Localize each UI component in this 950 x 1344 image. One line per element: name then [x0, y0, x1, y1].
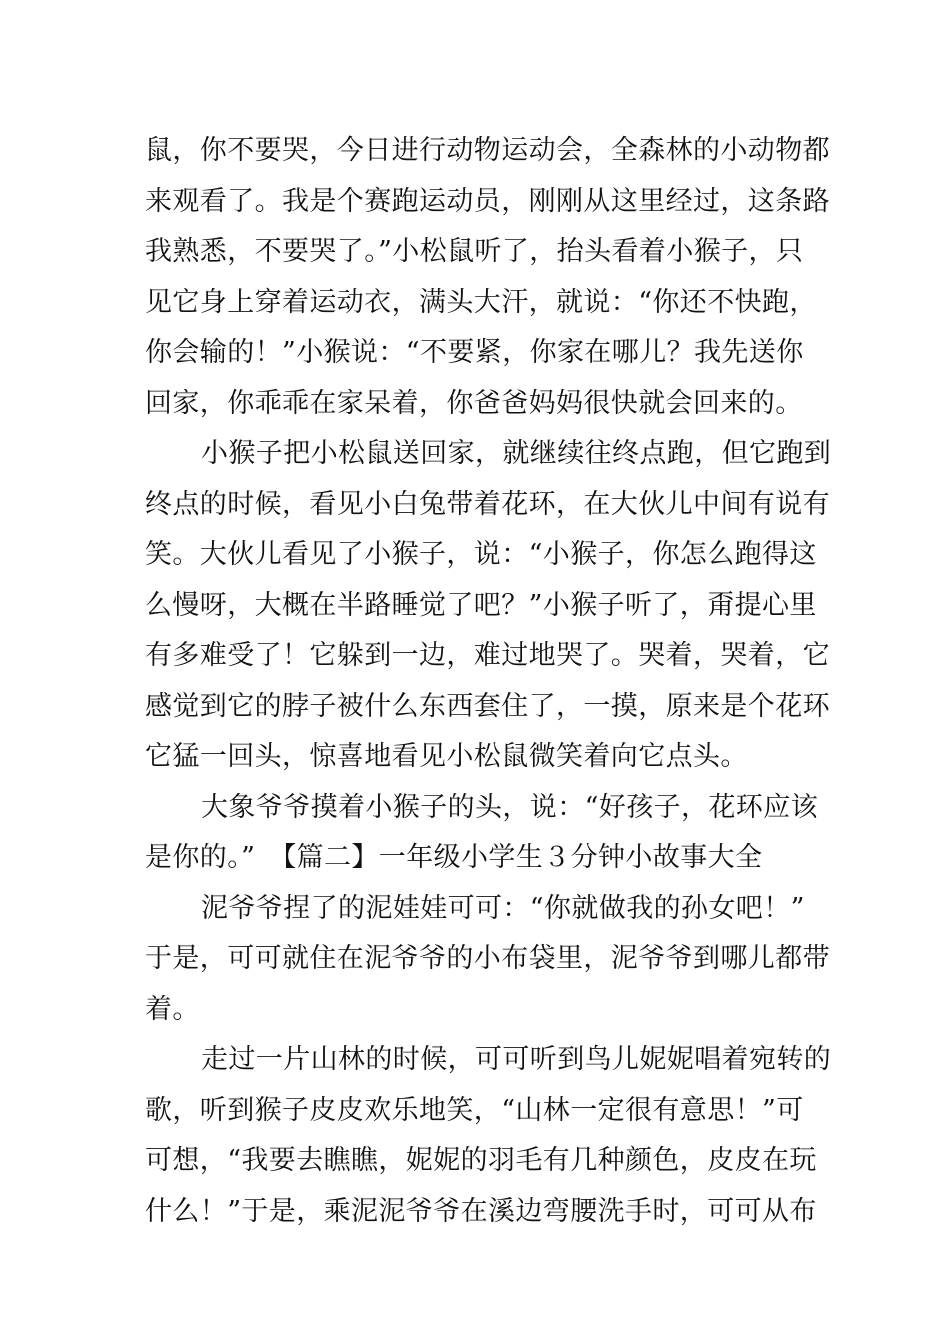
text-line: 可想，“我要去瞧瞧，妮妮的羽毛有几种颜色，皮皮在玩 [145, 1145, 817, 1176]
text-line: 回家，你乖乖在家呆着，你爸爸妈妈很快就会回来的。 [145, 387, 803, 419]
text-line: 什么！”于是，乘泥泥爷爷在溪边弯腰洗手时，可可从布 [145, 1195, 817, 1227]
text-line: 有多难受了！它躲到一边，难过地哭了。哭着，哭着，它 [145, 640, 830, 671]
text-line: 感觉到它的脖子被什么东西套住了，一摸，原来是个花环 [145, 690, 830, 722]
text-line: 见它身上穿着运动衣，满头大汗，就说：“你还不快跑， [145, 286, 817, 318]
text-line: 它猛一回头，惊喜地看见小松鼠微笑着向它点头。 [145, 741, 748, 772]
text-line: 终点的时候，看见小白兔带着花环，在大伙儿中间有说有 [145, 488, 830, 520]
paragraph-start-line: 大象爷爷摸着小猴子的头，说：“好孩子，花环应该 [201, 791, 819, 823]
paragraph-start-line: 泥爷爷捏了的泥娃娃可可：“你就做我的孙女吧！” [201, 892, 805, 924]
text-line: 于是，可可就住在泥爷爷的小布袋里，泥爷爷到哪儿都带 [145, 943, 830, 974]
paragraph-start-line: 走过一片山林的时候，可可听到鸟儿妮妮唱着宛转的 [201, 1044, 832, 1075]
text-line-with-section-heading: 是你的。” 【篇二】一年级小学生３分钟小故事大全 [145, 842, 763, 873]
text-line: 么慢呀，大概在半路睡觉了吧？”小猴子听了，甭提心里 [145, 589, 817, 621]
text-line: 着。 [145, 993, 200, 1025]
text-line: 歌，听到猴子皮皮欢乐地笑，“山林一定很有意思！”可 [145, 1094, 804, 1126]
text-line: 笑。大伙儿看见了小猴子，说：“小猴子，你怎么跑得这 [145, 539, 817, 570]
text-line: 鼠，你不要哭，今日进行动物运动会，全森林的小动物都 [145, 135, 830, 166]
document-page [145, 126, 832, 1237]
text-line: 来观看了。我是个赛跑运动员，刚刚从这里经过，这条路 [145, 185, 830, 217]
paragraph-start-line: 小猴子把小松鼠送回家，就继续往终点跑，但它跑到 [201, 438, 832, 469]
text-line: 你会输的！”小猴说：“不要紧，你家在哪儿？我先送你 [145, 337, 804, 368]
text-line: 我熟悉，不要哭了。”小松鼠听了，抬头看着小猴子，只 [145, 236, 804, 267]
